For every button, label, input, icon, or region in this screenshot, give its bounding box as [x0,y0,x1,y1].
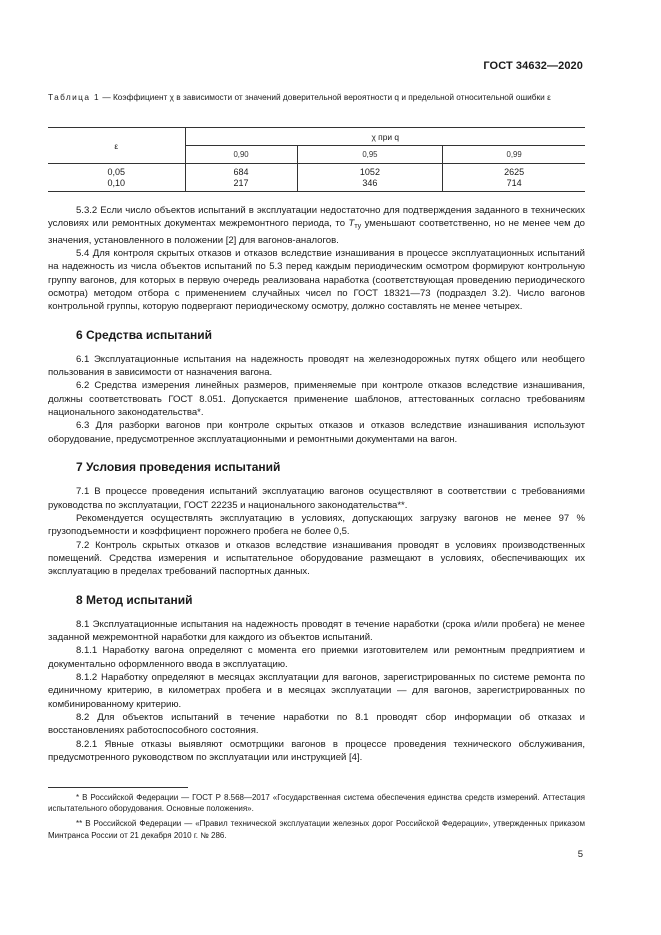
paragraph-8-1-1: 8.1.1 Наработку вагона определяют с момента его приемки изготовителем или ремонтным предприятием и документально оформленного ввода в эксплуатацию. [48,645,585,670]
chi-value: 684 [233,167,249,177]
eps-value: 0,05 [107,167,126,177]
table-caption-text: — Коэффициент χ в зависимости от значений доверительной вероятности q и предельной относительной ошибки ε [100,92,551,102]
section-heading-6: 6 Средства испытаний [76,327,213,342]
paragraph-5-4: 5.4 Для контроля скрытых отказов и отказов вследствие изнашивания в процессе эксплуатационных испытаний на надежность из числа объектов испытаний по 5.3 перед каждым периодическим осмотром формируют контрольную группу вагонов, для которых в первую очередь реализована наработка (соответствующая проведению периодического осмотра) методом отбора с применением случайных чисел по ГОСТ 18321—73 (подраздел 3.2). Число вагонов контрольной группы, которую подвергают периодическому осмотру, должно составлять не менее четырех. [48,248,585,313]
eps-values-cell [48,164,185,192]
chi-value: 714 [506,177,522,188]
footnote-2: ** В Российской Федерации — «Правил технической эксплуатации железных дорог Российской Федерации», утвержденных приказом Минтранса России от 21 декабря 2010 г. № 286. [48,819,585,840]
paragraph-6-3: 6.3 Для разборки вагонов при контроле скрытых отказов и отказов вследствие изнашивания используют оборудование, предусмотренное эксплуатационными и ремонтными документами на вагон. [48,420,585,445]
paragraph-text: 5.3.2 Если число объектов испытаний в эксплуатации недостаточно для подтверждения заданного в технических условиях или ремонтных документах межремонтного периода, то [48,205,585,230]
symbol-subscript: ту [354,223,362,231]
chi-value: 2625 [504,167,525,177]
footnote-divider [48,787,188,788]
document-body [48,204,585,764]
section-heading-7: 7 Условия проведения испытаний [76,460,281,475]
q-header-2: 0,99 [443,146,585,164]
chi-values-cell [185,164,297,192]
footnote-1: * В Российской Федерации — ГОСТ Р 8.568—2017 «Государственная система обеспечения единства средств измерений. Аттестация испытательного оборудования. Основные положения». [48,793,585,814]
chi-values-cell [443,164,585,192]
table-caption-label: Таблица 1 [48,92,101,102]
coefficient-table [48,127,585,192]
eps-column-header: ε [48,128,185,164]
paragraph-8-1: 8.1 Эксплуатационные испытания на надежность проводят в течение наработки (срока и/или пробега) не менее заданной межремонтной наработки для каждого из объектов испытаний. [48,618,585,643]
paragraph-6-2: 6.2 Средства измерения линейных размеров, применяемые при контроле отказов вследствие изнашивания, должны соответствовать ГОСТ 8.051. Допускается применение шаблонов, аттестованных согласно требованиям национального законодательства*. [48,380,585,419]
section-heading-8: 8 Метод испытаний [76,592,193,607]
table-row [48,164,585,192]
chi-value: 1052 [359,167,380,177]
paragraph-8-1-2: 8.1.2 Наработку определяют в месяцах эксплуатации для вагонов, зарегистрированных по системе ремонта по единичному критерию, в километрах пробега и в месяцах эксплуатации — для вагонов, зарегистрированных по комбинированному критерию. [48,671,585,710]
chi-value: 217 [233,177,249,188]
paragraph-8-2-1: 8.2.1 Явные отказы выявляют осмотрщики вагонов в процессе проведения технического обслуживания, предусмотренного руководством по эксплуатации или инструкцией [4]. [48,738,585,763]
chi-values-cell [297,164,443,192]
chi-value: 346 [362,177,378,188]
q-header-0: 0,90 [185,146,297,164]
paragraph-7-2: 7.2 Контроль скрытых отказов и отказов вследствие изнашивания проводят в условиях производственных помещений. Средства измерения и испытательное оборудование размещают в условиях, обеспечивающих их эксплуатацию в пределах требований паспортных данных. [48,539,585,578]
eps-value: 0,10 [107,177,126,188]
paragraph-7-1-recommendation: Рекомендуется осуществлять эксплуатацию в условиях, допускающих загрузку вагонов не менее 97 % грузоподъемности и коэффициент порожнего пробега не более 0,5. [48,512,585,538]
paragraph-6-1: 6.1 Эксплуатационные испытания на надежность проводят на железнодорожных путях общего или необщего пользования в зависимости от назначения вагона. [48,353,585,379]
table-caption [48,91,585,103]
paragraph-8-2: 8.2 Для объектов испытаний в течение наработки по 8.1 проводят сбор информации об отказах и восстановлениях работоспособного состояния. [48,711,585,737]
paragraph-5-3-2 [48,204,585,247]
symbol-t: T [348,218,355,230]
page-number: 5 [577,849,583,860]
chi-column-header: χ при q [185,128,585,146]
document-code-header: ГОСТ 34632—2020 [483,60,583,72]
footnotes [48,792,585,845]
paragraph-7-1: 7.1 В процессе проведения испытаний эксплуатацию вагонов осуществляют в соответствии с требованиями руководства по эксплуатации, ГОСТ 22235 и национального законодательства**. [48,486,585,511]
q-header-1: 0,95 [297,146,443,164]
paragraph-text: уменьшают соответственно, но не менее чем до значения, установленного в положении [2] для вагонов-аналогов. [48,218,585,246]
